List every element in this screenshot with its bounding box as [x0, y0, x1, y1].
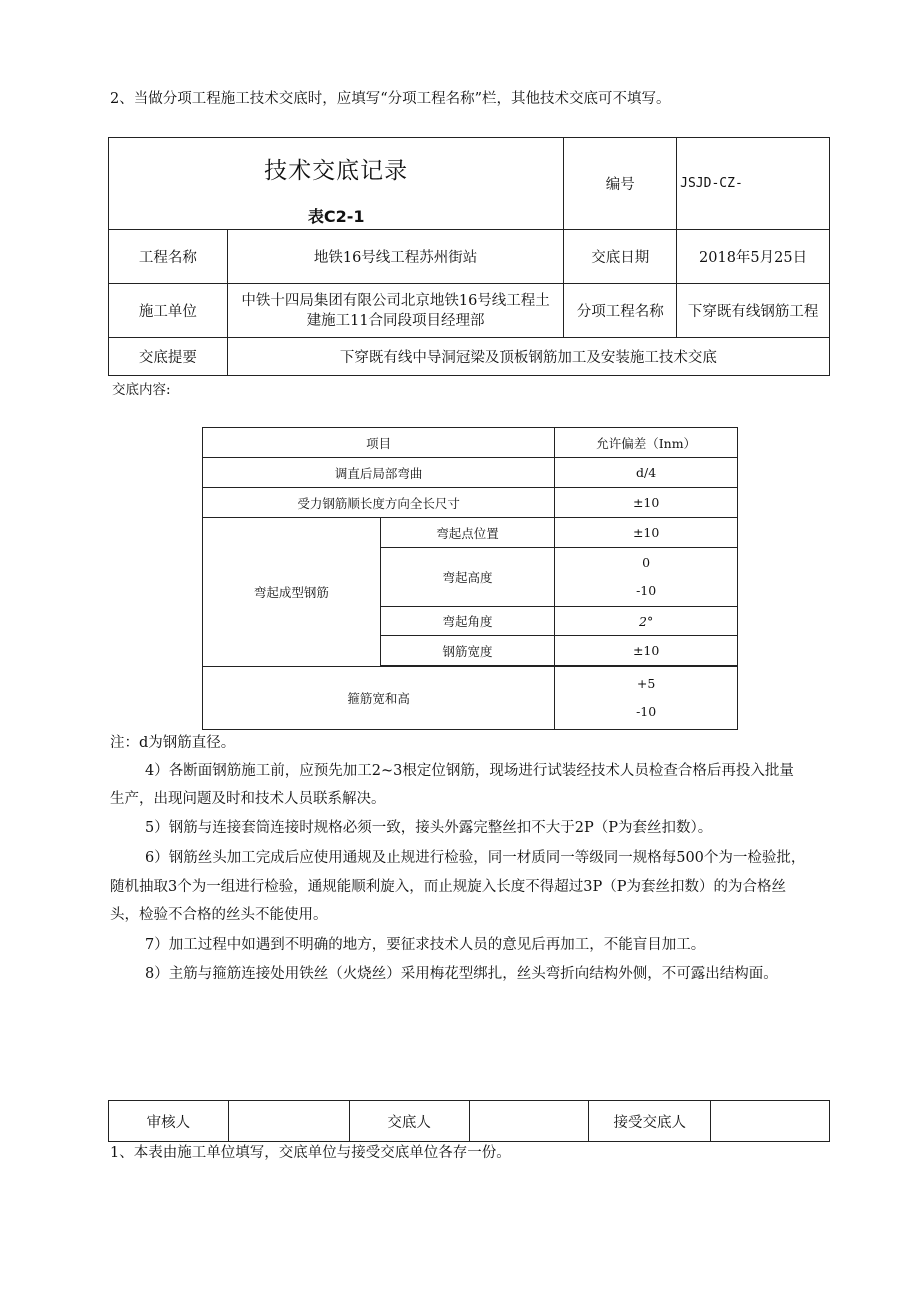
table-row: [203, 667, 738, 730]
paragraph-4-line1: 4）各断面钢筋施工前，应预先加工2~3根定位钢筋，现场进行试装经技术人员检查合格后再投入批量: [145, 763, 794, 779]
bent-height-lower: -10: [636, 583, 657, 598]
bent-angle-item: 弯起角度: [380, 607, 555, 636]
content-label: 交底内容:: [112, 382, 171, 398]
paragraph-7: 7）加工过程中如遇到不明确的地方，要征求技术人员的意见后再加工，不能盲目加工。: [145, 937, 706, 953]
receiver-label: 接受交底人: [589, 1101, 711, 1142]
col-tolerance-header: 允许偏差（Inm）: [555, 428, 738, 458]
title-cell: [109, 138, 564, 230]
unit-value: [227, 284, 563, 338]
bottom-note: 1、本表由施工单位填写，交底单位与接受交底单位各存一份。: [110, 1145, 511, 1161]
paragraph-4-line2: 生产，出现问题及时和技术人员联系解决。: [110, 791, 386, 807]
header-table: [108, 137, 830, 376]
date-value: 2018年5月25日: [677, 230, 830, 284]
signature-table: [108, 1100, 830, 1142]
paragraph-6-line1: 6）钢筋丝头加工完成后应使用通规及止规进行检验，同一材质同一等级同一规格每500个为一检验批，: [145, 850, 806, 866]
stirrup-upper: +5: [636, 676, 656, 691]
top-note: 2、当做分项工程施工技术交底时，应填写“分项工程名称”栏，其他技术交底可不填写。: [110, 91, 671, 107]
reviewer-field[interactable]: [228, 1101, 349, 1142]
project-value: 地铁16号线工程苏州街站: [227, 230, 563, 284]
rebar-width-value: ±10: [555, 636, 738, 666]
row-straighten-value: d/4: [555, 458, 738, 488]
table-row: [203, 518, 738, 548]
subproject-label: 分项工程名称: [564, 284, 677, 338]
table-row: [203, 458, 738, 488]
summary-value: 下穿既有线中导洞冠梁及顶板钢筋加工及安装施工技术交底: [227, 338, 829, 376]
paragraph-5: 5）钢筋与连接套筒连接时规格必须一致，接头外露完整丝扣不大于2P（P为套丝扣数）。: [145, 820, 713, 836]
date-label: 交底日期: [564, 230, 677, 284]
tolerance-table: [202, 427, 738, 730]
stirrup-value: [555, 667, 738, 730]
unit-value-line1: 中铁十四局集团有限公司北京地铁16号线工程土: [241, 292, 550, 309]
project-label: 工程名称: [109, 230, 228, 284]
receiver-field[interactable]: [711, 1101, 830, 1142]
unit-label: 施工单位: [109, 284, 228, 338]
stirrup-item: 箍筋宽和高: [203, 667, 555, 730]
bent-height-upper: 0: [642, 555, 651, 570]
number-value: JSJD-CZ-: [677, 138, 830, 230]
bent-point-value: ±10: [555, 518, 738, 548]
paragraph-8: 8）主筋与箍筋连接处用铁丝（火烧丝）采用梅花型绑扎，丝头弯折向结构外侧，不可露出结构面。: [145, 966, 778, 982]
form-code: 表C2-1: [307, 207, 365, 226]
summary-label: 交底提要: [109, 338, 228, 376]
col-item-header: 项目: [203, 428, 555, 458]
subproject-value: 下穿既有线钢筋工程: [677, 284, 830, 338]
reviewer-label: 审核人: [109, 1101, 229, 1142]
bent-height-value: [555, 548, 738, 607]
bent-group-label: 弯起成型钢筋: [203, 518, 381, 667]
stirrup-lower: -10: [636, 704, 657, 719]
presenter-field[interactable]: [469, 1101, 589, 1142]
bent-angle-value: 2°: [555, 607, 738, 636]
paragraph-6-line2: 随机抽取3个为一组进行检验，通规能顺利旋入，而止规旋入长度不得超过3P（P为套丝扣数）的为合格丝: [110, 879, 786, 895]
row-length-item: 受力钢筋顺长度方向全长尺寸: [203, 488, 555, 518]
paragraph-6-line3: 头，检验不合格的丝头不能使用。: [110, 907, 328, 923]
rebar-width-item: 钢筋宽度: [380, 636, 555, 666]
row-straighten-item: 调直后局部弯曲: [203, 458, 555, 488]
table-row: [203, 488, 738, 518]
row-length-value: ±10: [555, 488, 738, 518]
unit-value-line2: 建施工11合同段项目经理部: [306, 312, 485, 329]
bent-height-item: 弯起高度: [380, 548, 555, 607]
presenter-label: 交底人: [349, 1101, 469, 1142]
bent-point-item: 弯起点位置: [380, 518, 555, 548]
number-label: 编号: [564, 138, 677, 230]
page-title: 技术交底记录: [264, 158, 409, 184]
note-d: 注：d为钢筋直径。: [110, 735, 236, 751]
